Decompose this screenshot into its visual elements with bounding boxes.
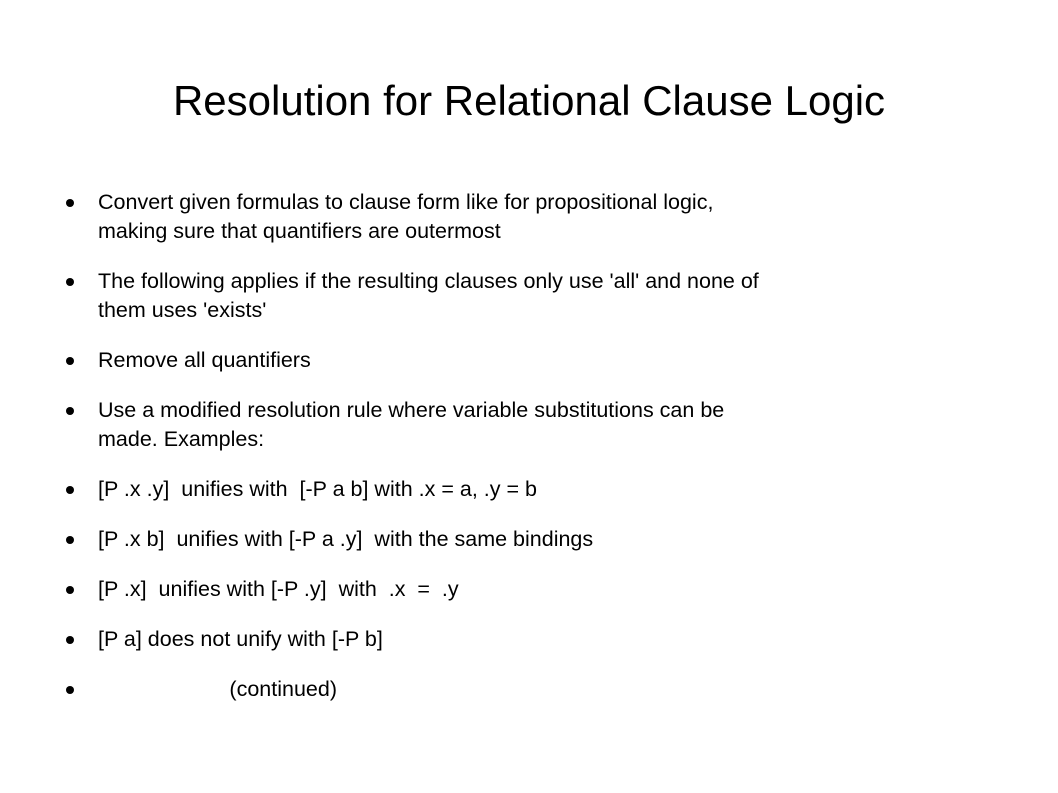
bullet-text-line: them uses 'exists' [98,298,267,322]
bullet-dot-icon [66,407,74,415]
bullet-item [66,675,996,704]
bullet-item [66,396,996,454]
bullet-text-line: The following applies if the resulting clauses only use 'all' and none of [98,269,759,293]
bullet-dot-icon [66,199,74,207]
bullet-text-line: [P .x] unifies with [-P .y] with .x = .y [98,577,459,601]
bullet-text-line: Convert given formulas to clause form like for propositional logic, [98,190,714,214]
bullet-list [66,188,996,725]
bullet-item [66,475,996,504]
bullet-text-line: Remove all quantifiers [98,348,311,372]
bullet-text-line: [P .x .y] unifies with [-P a b] with .x = a, .y = b [98,477,537,501]
bullet-text-line: [P a] does not unify with [-P b] [98,627,383,651]
bullet-dot-icon [66,357,74,365]
bullet-item [66,188,996,246]
bullet-text-line: (continued) [98,677,337,701]
bullet-text-line: Use a modified resolution rule where variable substitutions can be [98,398,725,422]
bullet-text-line: making sure that quantifiers are outermost [98,219,501,243]
bullet-text-line: [P .x b] unifies with [-P a .y] with the same bindings [98,527,594,551]
bullet-item [66,575,996,604]
bullet-item [66,525,996,554]
bullet-dot-icon [66,278,74,286]
bullet-item [66,625,996,654]
bullet-dot-icon [66,636,74,644]
bullet-item [66,267,996,325]
bullet-text-line: made. Examples: [98,427,265,451]
bullet-dot-icon [66,486,74,494]
bullet-dot-icon [66,686,74,694]
bullet-dot-icon [66,586,74,594]
bullet-dot-icon [66,536,74,544]
bullet-item [66,346,996,375]
slide-title: Resolution for Relational Clause Logic [172,77,886,124]
